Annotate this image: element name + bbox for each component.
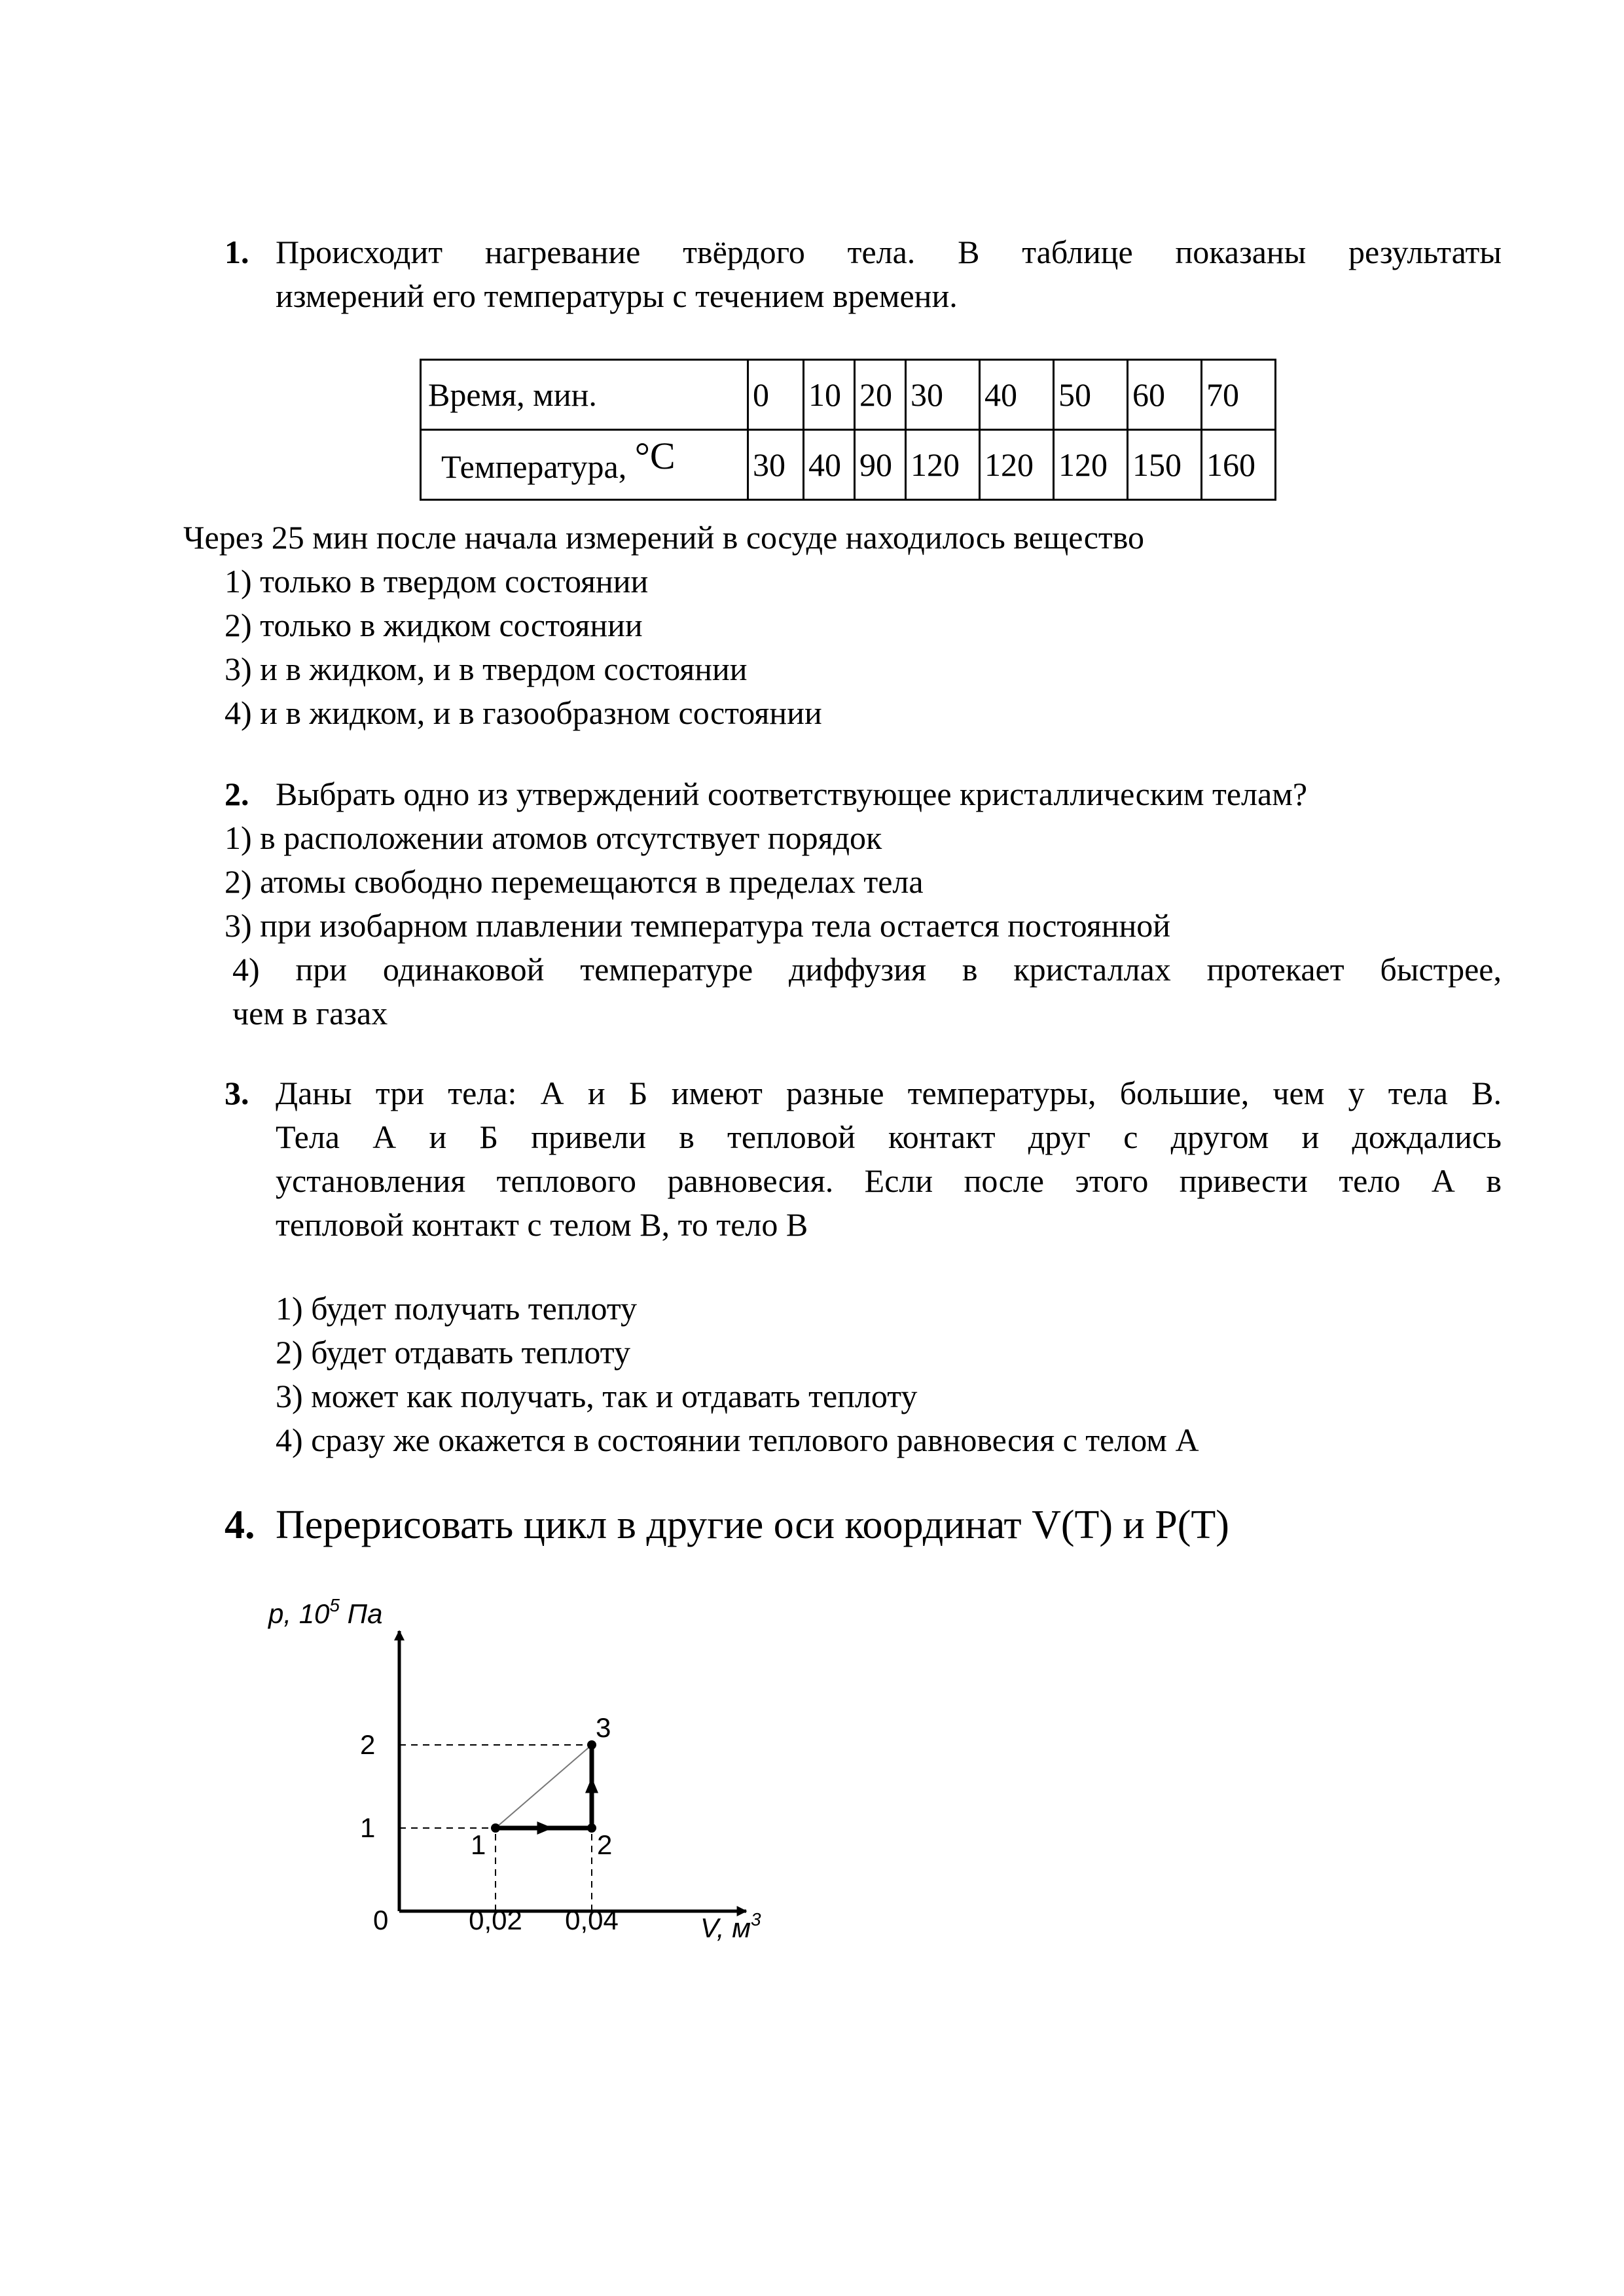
table-cell: 70: [1202, 360, 1276, 430]
state-point-label: 1: [471, 1829, 486, 1860]
y-axis-label: [267, 1595, 382, 1629]
q1-option-2: 2) только в жидком состоянии: [225, 607, 643, 643]
q3-option-3: 3) может как получать, так и отдавать теплоту: [276, 1378, 918, 1414]
svg-text:V, м3: V, $м^3$: [700, 1909, 761, 1943]
q3-number: 3.: [225, 1075, 249, 1111]
table-cell: 160: [1202, 430, 1276, 500]
table-cell: 120: [980, 430, 1054, 500]
q1-number: 1.: [225, 234, 249, 270]
table-cell: 50: [1054, 360, 1128, 430]
celsius-unit: °C: [634, 434, 676, 477]
q1-data-table: [420, 359, 1276, 501]
table-cell: 60: [1128, 360, 1202, 430]
arrow-head-1-2: [537, 1821, 553, 1835]
y-tick-label: 2: [360, 1729, 376, 1760]
q3-option-4: 4) сразу же окажется в состоянии теплового равновесия с телом А: [276, 1422, 1199, 1458]
q2-option-4-line2: чем в газах: [232, 995, 388, 1031]
q3-text-line1: Даны три тела: А и Б имеют разные температуры, большие, чем у тела В.: [276, 1075, 1502, 1111]
table-cell: 40: [804, 430, 855, 500]
table-row-label: Температура, °C: [421, 430, 748, 500]
table-cell: 120: [906, 430, 980, 500]
q1-text-line1: Происходит нагревание твёрдого тела. В таблице показаны результаты: [276, 234, 1502, 270]
table-row-label: Время, мин.: [421, 360, 748, 430]
table-cell: 150: [1128, 430, 1202, 500]
state-point-2: [587, 1823, 596, 1833]
table-cell: 30: [906, 360, 980, 430]
table-cell: 10: [804, 360, 855, 430]
origin-label: 0: [373, 1905, 389, 1935]
q3-option-2: 2) будет отдавать теплоту: [276, 1334, 630, 1371]
table-cell: 20: [855, 360, 906, 430]
table-cell: 40: [980, 360, 1054, 430]
q2-number: 2.: [225, 776, 249, 812]
table-cell: 90: [855, 430, 906, 500]
x-axis-label: [700, 1909, 761, 1943]
cycle-segment-3-1: [496, 1745, 592, 1828]
q1-question: Через 25 мин после начала измерений в сосуде находилось вещество: [183, 519, 1145, 556]
q3-text-line3: установления теплового равновесия. Если после этого привести тело А в: [276, 1162, 1502, 1199]
state-point-label: 2: [597, 1829, 613, 1860]
state-point-1: [491, 1823, 500, 1833]
q1-option-1: 1) только в твердом состоянии: [225, 563, 649, 600]
q2-option-4-line1: 4) при одинаковой температуре диффузия в кристаллах протекает быстрее,: [232, 951, 1502, 988]
q2-text: Выбрать одно из утверждений соответствующее кристаллическим телам?: [276, 776, 1308, 812]
q1-option-4: 4) и в жидком, и в газообразном состоянии: [225, 694, 822, 731]
table-row-temperature: [421, 430, 1276, 500]
state-point-3: [587, 1740, 596, 1749]
svg-text:p, 105 Па: p, $10^5$ Па: [268, 1595, 383, 1629]
arrow-head-2-3: [585, 1778, 598, 1793]
q4-text: Перерисовать цикл в другие оси координат V(T) и P(T): [276, 1503, 1229, 1547]
q2-option-3: 3) при изобарном плавлении температура тела остается постоянной: [225, 907, 1170, 944]
table-row-time: [421, 360, 1276, 430]
q4-number: 4.: [225, 1503, 255, 1547]
q3-text-line2: Тела А и Б привели в тепловой контакт друг с другом и дождались: [276, 1119, 1502, 1155]
table-cell: 120: [1054, 430, 1128, 500]
y-tick-label: 1: [360, 1812, 376, 1843]
q1-option-3: 3) и в жидком, и в твердом состоянии: [225, 651, 748, 687]
q1-text-line2: измерений его температуры с течением времени.: [276, 278, 958, 314]
state-point-label: 3: [596, 1712, 611, 1743]
q3-text-line4: тепловой контакт с телом В, то тело В: [276, 1206, 808, 1243]
pv-diagram: [242, 1584, 844, 2003]
x-tick-label: 0,04: [565, 1905, 619, 1935]
x-tick-label: 0,02: [469, 1905, 522, 1935]
table-cell: 30: [748, 430, 804, 500]
q2-option-2: 2) атомы свободно перемещаются в пределах тела: [225, 863, 924, 900]
q2-option-1: 1) в расположении атомов отсутствует порядок: [225, 819, 882, 856]
table-cell: 0: [748, 360, 804, 430]
q3-option-1: 1) будет получать теплоту: [276, 1290, 638, 1327]
